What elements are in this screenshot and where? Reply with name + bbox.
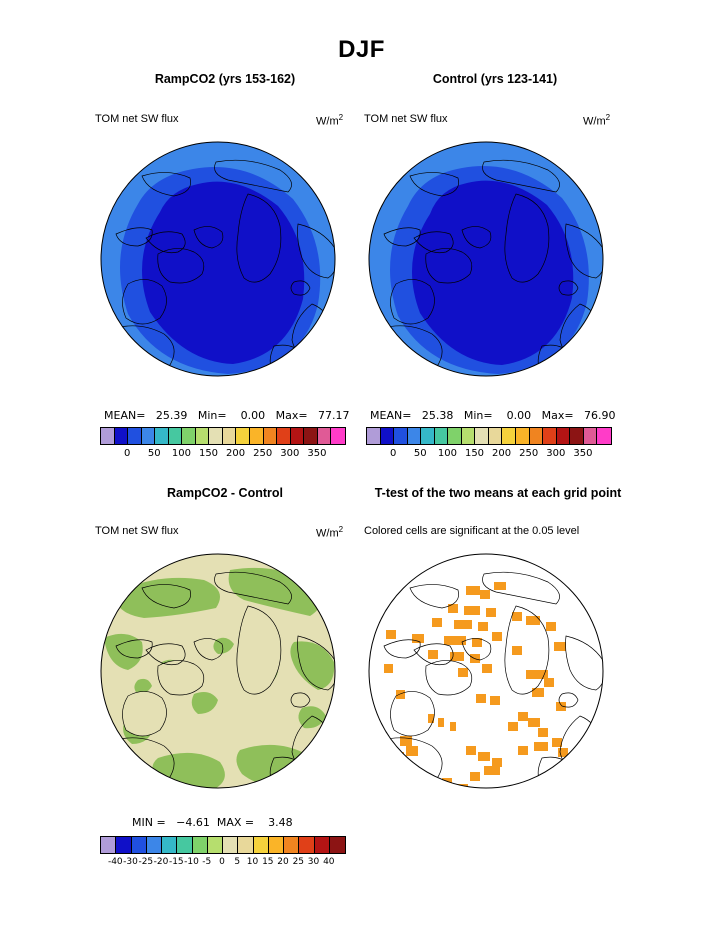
units-text: W/m xyxy=(316,527,339,540)
colorbar-cell xyxy=(367,428,381,444)
stats-control: MEAN= 25.38 Min= 0.00 Max= 76.90 xyxy=(370,409,616,422)
colorbar-tick-label: 250 xyxy=(519,448,539,459)
units-text: W/m xyxy=(316,115,339,128)
colorbar-cell xyxy=(291,428,305,444)
panel-field-label-difference: TOM net SW flux xyxy=(95,525,179,537)
colorbar-control xyxy=(366,427,612,445)
panel-field-label-control: TOM net SW flux xyxy=(364,113,448,125)
colorbar-cell xyxy=(209,428,223,444)
colorbar-tick-label: -30 xyxy=(123,857,138,867)
colorbar-cell xyxy=(530,428,544,444)
colorbar-cell xyxy=(132,837,147,853)
colorbar-cell xyxy=(394,428,408,444)
panel-units-control xyxy=(583,113,610,128)
colorbar-cell xyxy=(570,428,584,444)
colorbar-tick-label: 100 xyxy=(437,448,457,459)
colorbar-cell xyxy=(142,428,156,444)
colorbar-cell xyxy=(193,837,208,853)
colorbar-tick-label: -20 xyxy=(153,857,169,867)
colorbar-cell xyxy=(381,428,395,444)
colorbar-tick-label: 200 xyxy=(492,448,512,459)
colorbar-cell xyxy=(177,837,192,853)
units-exponent: 2 xyxy=(605,113,611,122)
colorbar-cell xyxy=(318,428,332,444)
panel-title-difference: RampCO2 - Control xyxy=(167,486,283,500)
colorbar-tick-label: 300 xyxy=(280,448,300,459)
colorbar-cell xyxy=(250,428,264,444)
colorbar-tick-label: 350 xyxy=(307,448,327,459)
colorbar-tick-label: -15 xyxy=(168,857,184,867)
colorbar-cell xyxy=(223,428,237,444)
colorbar-cell xyxy=(502,428,516,444)
colorbar-cell xyxy=(254,837,269,853)
page-title: DJF xyxy=(338,36,385,63)
colorbar-tick-label: 250 xyxy=(253,448,273,459)
colorbar-cell xyxy=(147,837,162,853)
colorbar-cell xyxy=(516,428,530,444)
colorbar-tick-label: 25 xyxy=(292,857,305,867)
map-difference xyxy=(98,546,338,796)
colorbar-tick-label: -40 xyxy=(107,857,123,867)
colorbar-cell xyxy=(101,428,115,444)
colorbar-cell xyxy=(330,837,345,853)
colorbar-cell xyxy=(408,428,422,444)
map-ttest xyxy=(366,546,606,796)
colorbar-tick-label: 20 xyxy=(277,857,289,867)
colorbar-cell xyxy=(597,428,611,444)
panel-title-ttest: T-test of the two means at each grid point xyxy=(374,486,622,500)
colorbar-cell xyxy=(543,428,557,444)
colorbar-tick-label: -25 xyxy=(138,857,154,867)
colorbar-cell xyxy=(304,428,318,444)
colorbar-tick-label: 150 xyxy=(464,448,485,459)
colorbar-cell xyxy=(264,428,278,444)
colorbar-cell xyxy=(435,428,449,444)
units-text: W/m xyxy=(583,115,606,128)
colorbar-cell xyxy=(169,428,183,444)
colorbar-tick-label: 15 xyxy=(262,857,274,867)
map-rampco2 xyxy=(98,134,338,384)
colorbar-cell xyxy=(182,428,196,444)
units-exponent: 2 xyxy=(338,113,344,122)
colorbar-cell xyxy=(584,428,598,444)
colorbar-tick-label: 0 xyxy=(390,448,397,459)
panel-field-label-rampco2: TOM net SW flux xyxy=(95,113,179,125)
colorbar-cell xyxy=(557,428,571,444)
colorbar-cell xyxy=(196,428,210,444)
units-exponent: 2 xyxy=(338,525,344,534)
colorbar-labels-difference xyxy=(100,857,344,871)
map-control xyxy=(366,134,606,384)
colorbar-tick-label: 30 xyxy=(307,857,320,867)
colorbar-cell xyxy=(116,837,131,853)
colorbar-cell xyxy=(489,428,503,444)
colorbar-tick-label: 40 xyxy=(323,857,335,867)
colorbar-cell xyxy=(475,428,489,444)
colorbar-cell xyxy=(155,428,169,444)
panel-title-control: Control (yrs 123-141) xyxy=(432,72,558,86)
colorbar-cell xyxy=(162,837,177,853)
panel-units-rampco2 xyxy=(316,113,343,128)
colorbar-tick-label: 50 xyxy=(413,448,427,459)
stats-rampco2: MEAN= 25.39 Min= 0.00 Max= 77.17 xyxy=(104,409,350,422)
colorbar-cell xyxy=(208,837,223,853)
colorbar-labels-rampco2 xyxy=(100,448,344,462)
colorbar-tick-label: 350 xyxy=(573,448,593,459)
colorbar-cell xyxy=(421,428,435,444)
colorbar-tick-label: -5 xyxy=(202,857,212,867)
colorbar-cell xyxy=(315,837,330,853)
colorbar-difference xyxy=(100,836,346,854)
colorbar-tick-label: 150 xyxy=(198,448,219,459)
colorbar-tick-label: 300 xyxy=(546,448,566,459)
colorbar-cell xyxy=(331,428,345,444)
colorbar-cell xyxy=(115,428,129,444)
colorbar-tick-label: 100 xyxy=(171,448,191,459)
colorbar-cell xyxy=(277,428,291,444)
colorbar-cell xyxy=(269,837,284,853)
colorbar-tick-label: 0 xyxy=(219,857,225,867)
colorbar-tick-label: 50 xyxy=(147,448,161,459)
colorbar-cell xyxy=(284,837,299,853)
colorbar-labels-control xyxy=(366,448,610,462)
colorbar-tick-label: 0 xyxy=(124,448,131,459)
colorbar-cell xyxy=(299,837,314,853)
stats-difference: MIN = −4.61 MAX = 3.48 xyxy=(132,816,293,829)
colorbar-cell xyxy=(462,428,476,444)
panel-note-ttest: Colored cells are significant at the 0.05 level xyxy=(364,525,580,537)
colorbar-cell xyxy=(101,837,116,853)
colorbar-rampco2 xyxy=(100,427,346,445)
colorbar-cell xyxy=(223,837,238,853)
colorbar-cell xyxy=(236,428,250,444)
colorbar-tick-label: 200 xyxy=(226,448,246,459)
colorbar-cell xyxy=(128,428,142,444)
colorbar-cell xyxy=(238,837,253,853)
colorbar-cell xyxy=(448,428,462,444)
colorbar-tick-label: -10 xyxy=(184,857,199,867)
panel-title-rampco2: RampCO2 (yrs 153-162) xyxy=(154,72,296,86)
panel-units-difference xyxy=(316,525,343,540)
colorbar-tick-label: 5 xyxy=(234,857,241,867)
colorbar-tick-label: 10 xyxy=(246,857,259,867)
